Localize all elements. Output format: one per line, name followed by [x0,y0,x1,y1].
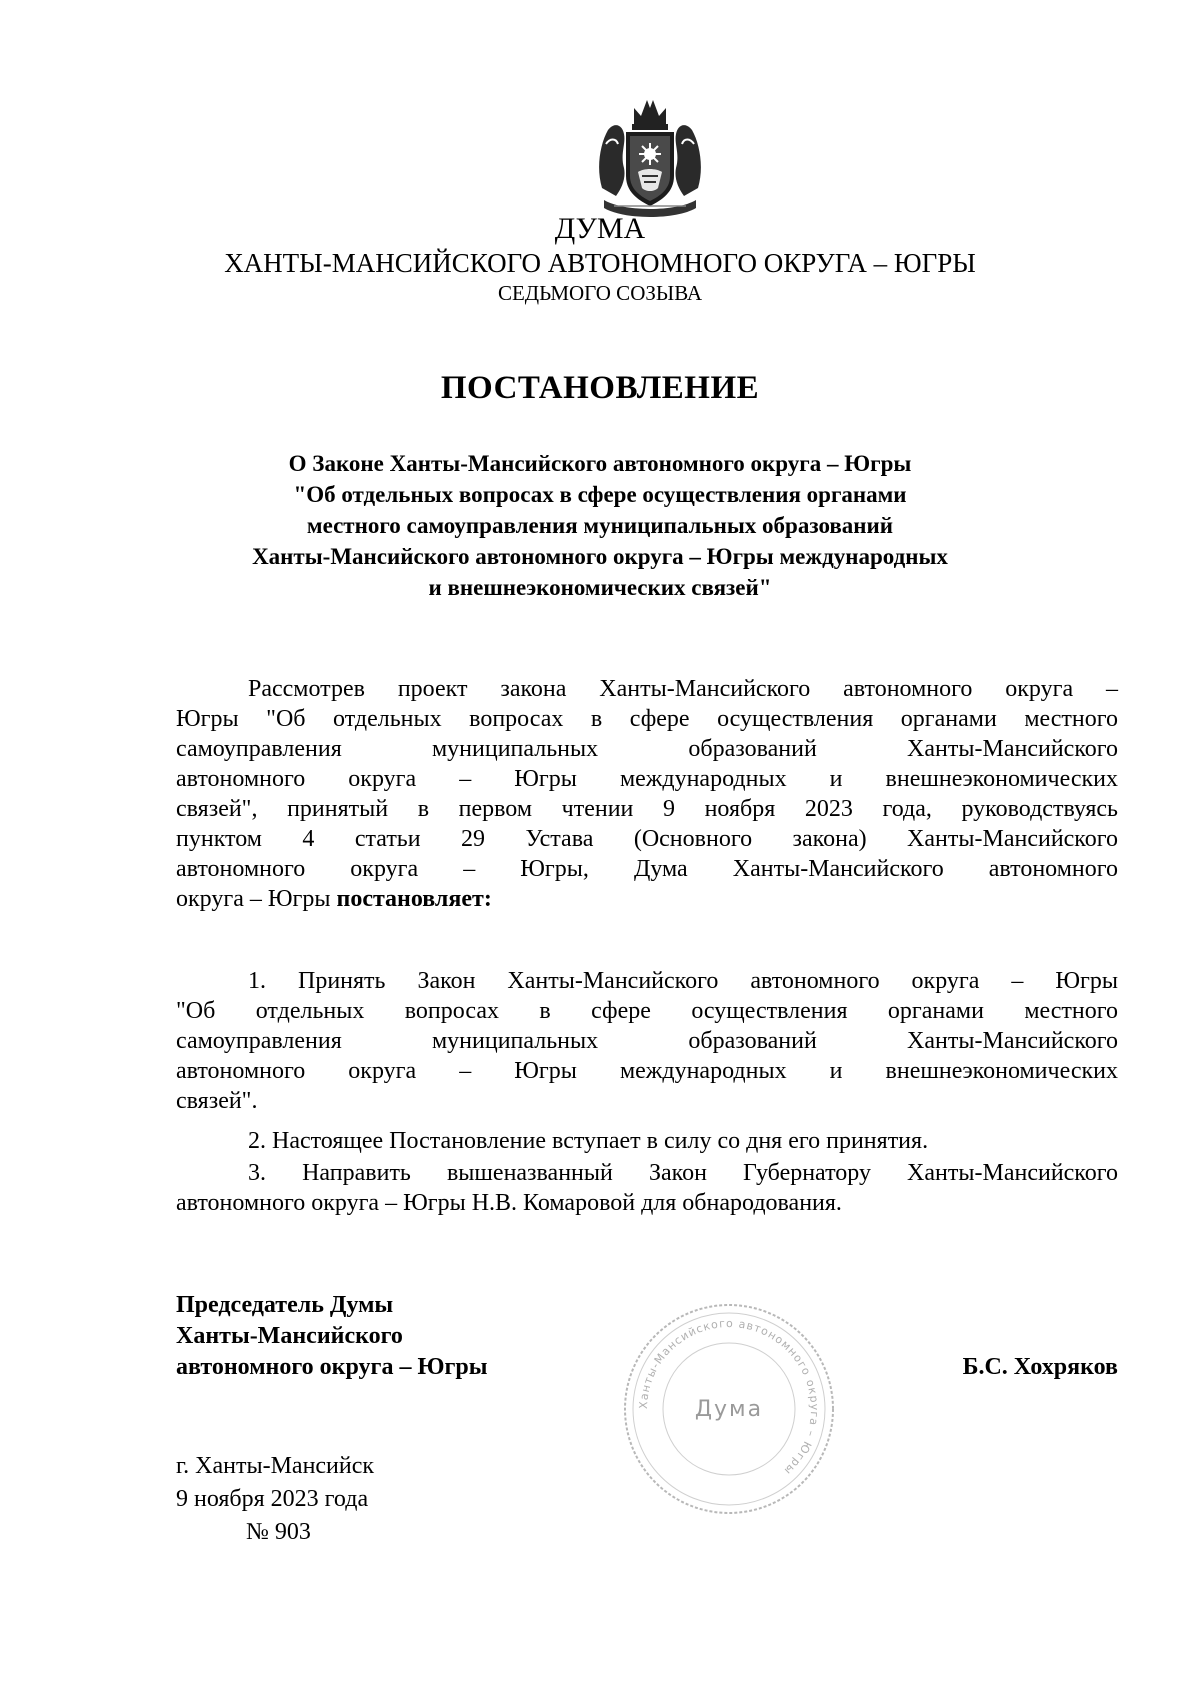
text-line: "Об отдельных вопросах в сфере осуществления органами местного [176,998,1118,1024]
date: 9 ноября 2023 года [176,1486,369,1512]
text-line: пунктом 4 статьи 29 Устава (Основного закона) Ханты-Мансийского [176,826,1118,852]
subject-line: О Законе Ханты-Мансийского автономного округа – Югры [288,451,912,476]
resolves-keyword: постановляет: [336,886,492,912]
subject-line: и внешнеэкономических связей" [428,575,772,600]
subject-line: местного самоуправления муниципальных образований [306,513,894,538]
seal-center-text: Дума [694,1397,764,1422]
resolution-item-2 [176,1126,1118,1156]
text-line: связей", принятый в первом чтении 9 ноября 2023 года, руководствуясь [176,796,1118,822]
signatory-name: Б.С. Хохряков [962,1354,1118,1380]
text-line: самоуправления муниципальных образований Ханты-Мансийского [176,736,1118,762]
text-line: самоуправления муниципальных образований Ханты-Мансийского [176,1028,1118,1054]
signatory-title-line: Ханты-Мансийского [176,1323,403,1349]
document-subject [200,448,1000,603]
text-line: Югры "Об отдельных вопросах в сфере осуществления органами местного [176,706,1118,732]
region-name: ХАНТЫ-МАНСИЙСКОГО АВТОНОМНОГО ОКРУГА – ЮГРЫ [224,248,976,278]
document-footer [176,1450,374,1549]
official-seal [620,1300,838,1518]
text-line: 2. Настоящее Постановление вступает в силу со дня его принятия. [248,1128,929,1154]
subject-line: "Об отдельных вопросах в сфере осуществления органами [293,482,907,507]
resolution-item-3 [176,1158,1118,1218]
text-line: 1. Принять Закон Ханты-Мансийского автономного округа – Югры [248,968,1118,994]
signatory-title-line: Председатель Думы [176,1292,394,1318]
place: г. Ханты-Мансийск [176,1453,375,1479]
preamble-paragraph [176,674,1118,914]
convocation: СЕДЬМОГО СОЗЫВА [497,281,703,305]
text-line [176,884,1118,914]
text-line: автономного округа – Югры международных и внешнеэкономических [176,1058,1118,1084]
text-line: Рассмотрев проект закона Ханты-Мансийского автономного округа – [248,676,1118,702]
text-line: автономного округа – Югры Н.В. Комаровой для обнародования. [176,1190,842,1216]
document-number: № 903 [246,1519,311,1545]
resolution-item-1 [176,966,1118,1116]
document-type-title: ПОСТАНОВЛЕНИЕ [440,370,760,406]
signatory-title [176,1290,487,1383]
text-line: 3. Направить вышеназванный Закон Губернатору Ханты-Мансийского [248,1160,1118,1186]
preamble-last-line: округа – Югры [176,886,331,912]
text-line: автономного округа – Югры, Дума Ханты-Мансийского автономного [176,856,1118,882]
text-line: автономного округа – Югры международных и внешнеэкономических [176,766,1118,792]
signatory-title-line: автономного округа – Югры [176,1354,488,1380]
seal-ring-text: Ханты-Мансийского автономного округа – Югры [636,1316,822,1478]
coat-of-arms-icon [594,96,706,220]
text-line: связей". [176,1088,258,1114]
organization-name: ДУМА [554,212,646,245]
subject-line: Ханты-Мансийского автономного округа – Югры международных [252,544,948,569]
